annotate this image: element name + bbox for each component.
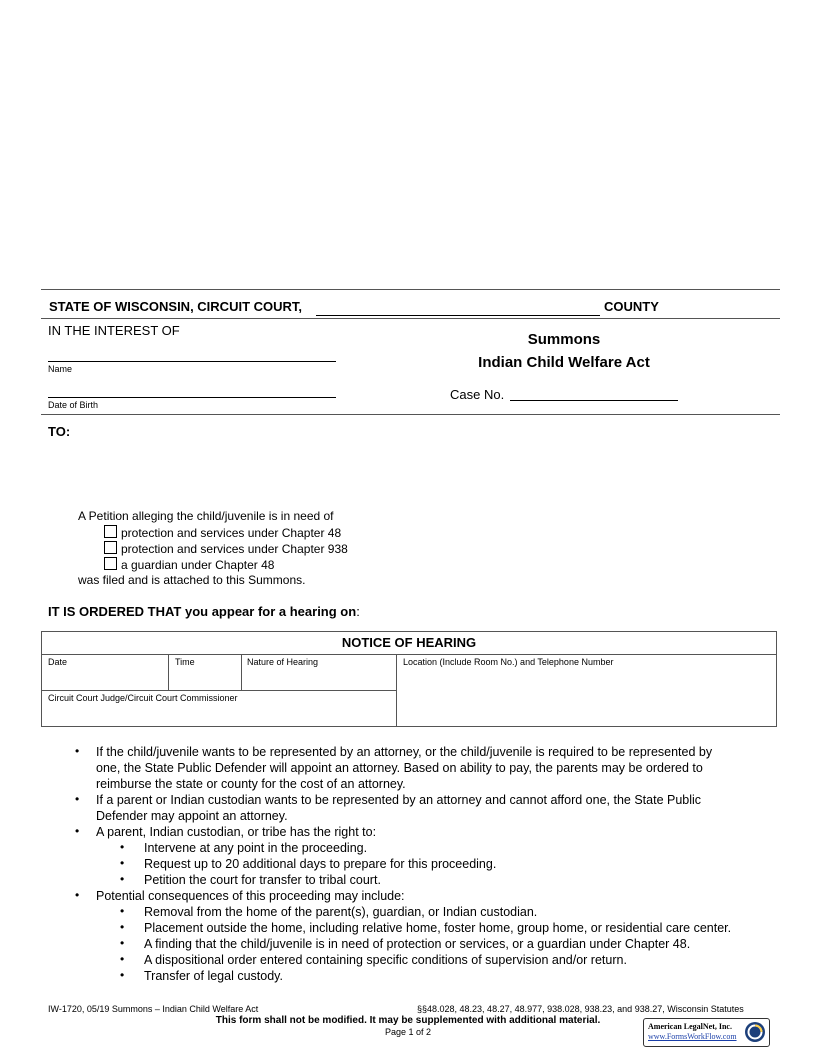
- order-colon: :: [356, 604, 360, 619]
- divider: [241, 654, 242, 690]
- bullet-dot: •: [75, 792, 80, 806]
- sub-bullet-dot: •: [120, 856, 125, 870]
- logo-line2: www.FormsWorkFlow.com: [648, 1032, 737, 1041]
- globe-icon: [744, 1021, 766, 1043]
- notice-title: NOTICE OF HEARING: [341, 635, 477, 650]
- to-label: TO:: [48, 424, 71, 439]
- order-line: [48, 604, 360, 619]
- petition-option-ch48[interactable]: [104, 525, 341, 540]
- time-label: Time: [175, 657, 195, 667]
- bullet-attorney-child-l2: one, the State Public Defender will appoint an attorney. Based on ability to pay, the parents may be ordered to: [96, 761, 703, 775]
- sub-bullet-extra-days: Request up to 20 additional days to prepare for this proceeding.: [144, 857, 497, 871]
- sub-bullet-dot: •: [120, 952, 125, 966]
- header-top-rule: [41, 289, 780, 290]
- bullet-dot: •: [75, 744, 80, 758]
- dob-blank[interactable]: [48, 397, 336, 398]
- form-subtitle: Indian Child Welfare Act: [478, 354, 650, 371]
- sub-bullet-transfer: Petition the court for transfer to tribal court.: [144, 873, 381, 887]
- case-no-label: Case No.: [450, 387, 505, 402]
- sub-bullet-dot: •: [120, 872, 125, 886]
- sub-bullet-dot: •: [120, 936, 125, 950]
- divider: [42, 690, 397, 691]
- footer-statutes: §§48.028, 48.23, 48.27, 48.977, 938.028, 938.23, and 938.27, Wisconsin Statutes: [417, 1004, 744, 1014]
- county-blank[interactable]: [316, 315, 600, 316]
- name-label: Name: [48, 364, 73, 374]
- petition-option-guardian[interactable]: [104, 557, 274, 572]
- american-legalnet-logo[interactable]: [643, 1018, 770, 1047]
- option-label: protection and services under Chapter 48: [121, 526, 342, 540]
- checkbox[interactable]: [104, 541, 117, 554]
- footer-page: Page 1 of 2: [384, 1027, 432, 1037]
- bullet-attorney-child-l3: reimburse the state or county for the cost of an attorney.: [96, 777, 406, 791]
- notice-of-hearing-table: [41, 631, 777, 727]
- date-label: Date: [48, 657, 68, 667]
- header-second-rule: [41, 318, 780, 319]
- sub-bullet-placement: Placement outside the home, including relative home, foster home, group home, or residential care center.: [144, 921, 732, 935]
- bullet-dot: •: [75, 824, 80, 838]
- location-label: Location (Include Room No.) and Telephone Number: [403, 657, 614, 667]
- in-the-interest-of: IN THE INTEREST OF: [48, 323, 180, 338]
- dob-label: Date of Birth: [48, 400, 99, 410]
- footer-form-id: IW-1720, 05/19 Summons – Indian Child Welfare Act: [48, 1004, 259, 1014]
- sub-bullet-dot: •: [120, 968, 125, 982]
- option-label: protection and services under Chapter 938: [121, 542, 348, 556]
- case-no-blank[interactable]: [510, 400, 678, 401]
- name-blank[interactable]: [48, 361, 336, 362]
- bullet-attorney-parent-l2: Defender may appoint an attorney.: [96, 809, 288, 823]
- checkbox[interactable]: [104, 525, 117, 538]
- county-label: COUNTY: [604, 299, 659, 314]
- footer-notice: This form shall not be modified. It may be supplemented with additional material.: [215, 1015, 601, 1026]
- order-bold-text: IT IS ORDERED THAT you appear for a hearing on: [48, 604, 357, 619]
- form-title: Summons: [527, 331, 601, 348]
- sub-bullet-finding: A finding that the child/juvenile is in need of protection or services, or a guardian under Chapter 48.: [144, 937, 691, 951]
- bullet-dot: •: [75, 888, 80, 902]
- sub-bullet-dot: •: [120, 904, 125, 918]
- divider: [168, 654, 169, 690]
- court-prefix: STATE OF WISCONSIN, CIRCUIT COURT,: [49, 299, 303, 314]
- sub-bullet-dot: •: [120, 920, 125, 934]
- option-label: a guardian under Chapter 48: [121, 558, 275, 572]
- logo-line1: American LegalNet, Inc.: [648, 1022, 732, 1031]
- sub-bullet-dot: •: [120, 840, 125, 854]
- bullet-attorney-child-l1: If the child/juvenile wants to be represented by an attorney, or the child/juvenile is required to be represented by: [96, 745, 713, 759]
- bullet-consequences: Potential consequences of this proceeding may include:: [96, 889, 405, 903]
- bullet-attorney-parent-l1: If a parent or Indian custodian wants to be represented by an attorney and cannot afford one, the State Public: [96, 793, 702, 807]
- judge-label: Circuit Court Judge/Circuit Court Commissioner: [48, 693, 238, 703]
- sub-bullet-intervene: Intervene at any point in the proceeding.: [144, 841, 368, 855]
- header-bottom-rule: [41, 414, 780, 415]
- petition-option-ch938[interactable]: [104, 541, 348, 556]
- bullet-rights: A parent, Indian custodian, or tribe has the right to:: [96, 825, 377, 839]
- sub-bullet-custody: Transfer of legal custody.: [144, 969, 283, 983]
- nature-of-hearing-label: Nature of Hearing: [247, 657, 319, 667]
- sub-bullet-removal: Removal from the home of the parent(s), guardian, or Indian custodian.: [144, 905, 538, 919]
- sub-bullet-dispositional: A dispositional order entered containing specific conditions of supervision and/or return.: [144, 953, 627, 967]
- divider: [42, 654, 776, 655]
- petition-intro: A Petition alleging the child/juvenile is in need of: [78, 509, 334, 523]
- checkbox[interactable]: [104, 557, 117, 570]
- petition-closing: was filed and is attached to this Summons.: [78, 573, 306, 587]
